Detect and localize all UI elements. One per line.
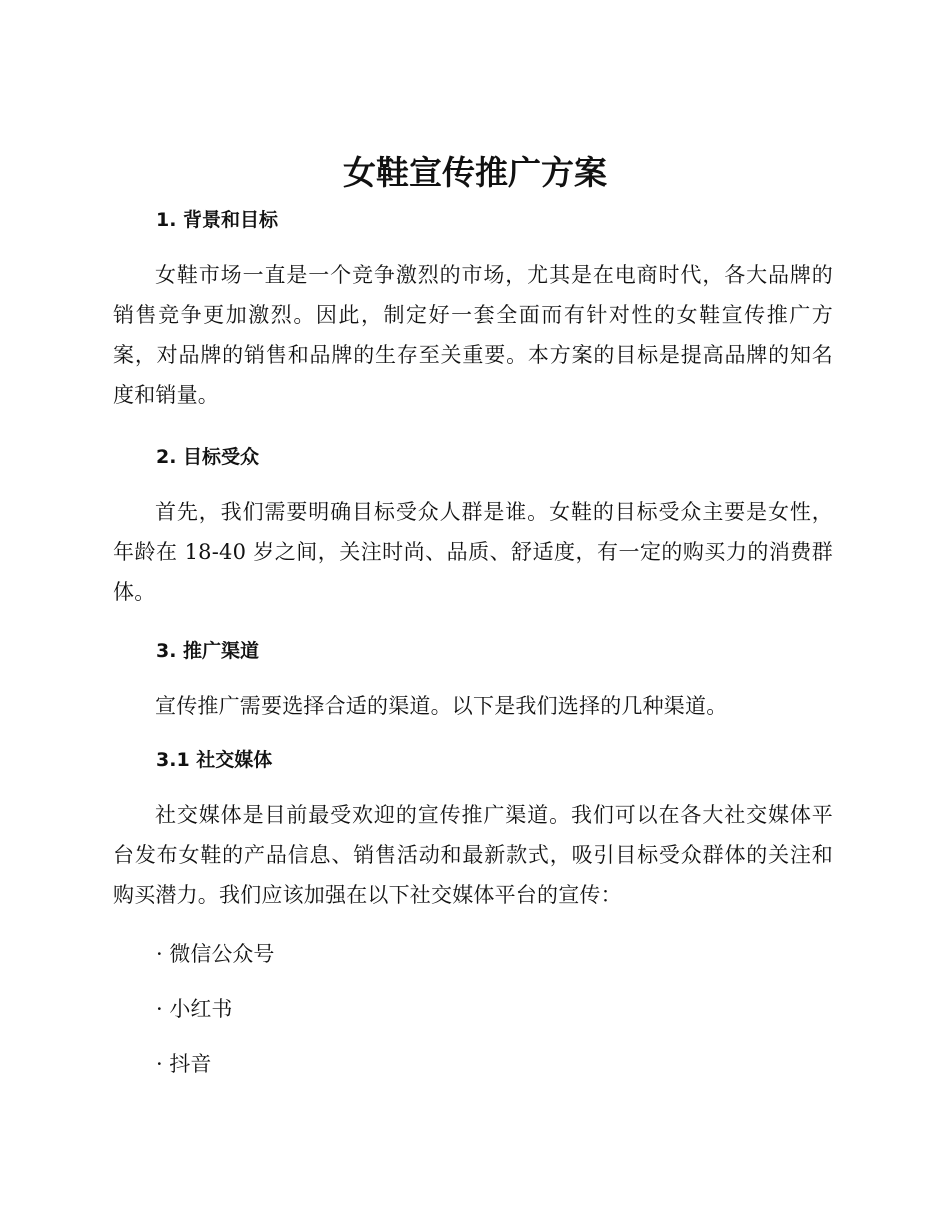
section-heading-channels: 3. 推广渠道 [156,640,260,662]
list-item-wechat: · 微信公众号 [156,942,275,966]
section-heading-background: 1. 背景和目标 [156,209,279,231]
list-item-douyin: · 抖音 [156,1052,212,1076]
section-heading-audience: 2. 目标受众 [156,446,260,468]
paragraph-audience: 首先，我们需要明确目标受众人群是谁。女鞋的目标受众主要是女性，年龄在 18-40 岁之间，关注时尚、品质、舒适度，有一定的购买力的消费群体。 [113,500,833,604]
section-heading-social-media: 3.1 社交媒体 [156,749,273,771]
paragraph-social-media: 社交媒体是目前最受欢迎的宣传推广渠道。我们可以在各大社交媒体平台发布女鞋的产品信息、销售活动和最新款式，吸引目标受众群体的关注和购买潜力。我们应该加强在以下社交媒体平台的宣传： [113,803,833,907]
paragraph-background: 女鞋市场一直是一个竞争激烈的市场，尤其是在电商时代，各大品牌的销售竞争更加激烈。因此，制定好一套全面而有针对性的女鞋宣传推广方案，对品牌的销售和品牌的生存至关重要。本方案的目标是提高品牌的知名度和销量。 [113,263,833,407]
document-title: 女鞋宣传推广方案 [343,153,607,192]
list-item-xiaohongshu: · 小红书 [156,997,233,1021]
paragraph-channels: 宣传推广需要选择合适的渠道。以下是我们选择的几种渠道。 [155,694,728,718]
